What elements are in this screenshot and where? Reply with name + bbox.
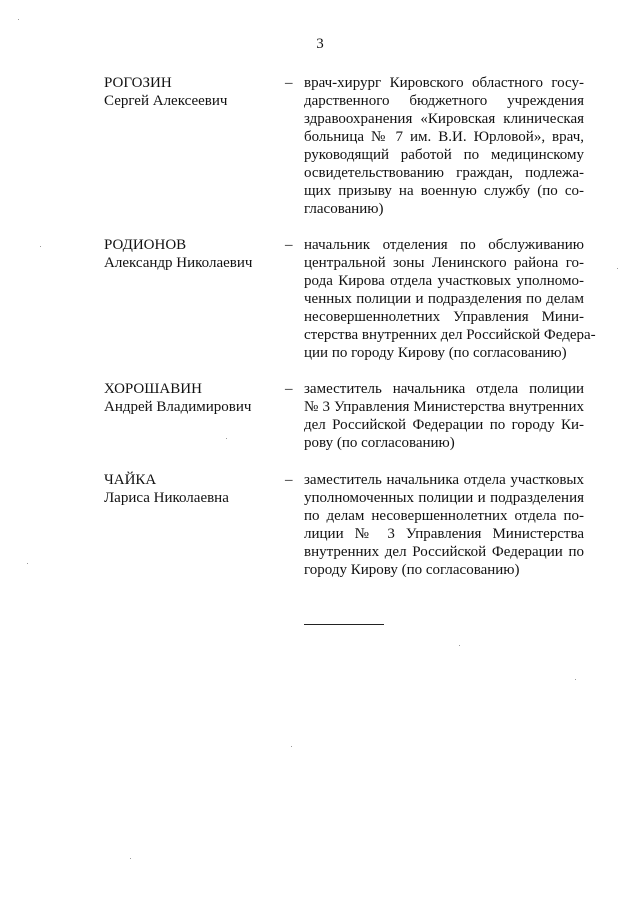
- end-of-list-rule: [304, 624, 384, 625]
- member-position: [304, 236, 596, 362]
- position-line: дел Российской Федерации по городу Ки-: [304, 417, 584, 433]
- scan-speck: [291, 746, 292, 747]
- member-surname: ХОРОШАВИН: [104, 381, 202, 397]
- member-name: [104, 380, 284, 416]
- position-line: центральной зоны Ленинского района го-: [304, 255, 584, 271]
- entry-dash: –: [285, 472, 293, 488]
- member-position: [304, 380, 584, 452]
- position-line: № 3 Управления Министерства внутренних: [304, 399, 584, 415]
- member-name: [104, 236, 284, 272]
- position-line: врач-хирург Кировского областного госу-: [304, 75, 584, 91]
- position-line: уполномоченных полиции и подразделения: [304, 490, 584, 506]
- member-given-name: Андрей Владимирович: [104, 399, 252, 415]
- member-name: [104, 74, 284, 110]
- entry-dash: –: [285, 75, 293, 91]
- position-line: лиции № 3 Управления Министерства: [304, 526, 584, 542]
- member-surname: РОДИОНОВ: [104, 237, 187, 253]
- position-line: дарственного бюджетного учреждения: [304, 93, 584, 109]
- member-position: [304, 471, 584, 579]
- position-line: здравоохранения «Кировская клиническая: [304, 111, 584, 127]
- page-number: 3: [316, 36, 324, 52]
- position-line: городу Кирову (по согласованию): [304, 562, 520, 578]
- scan-speck: [27, 563, 28, 564]
- scan-speck: [18, 19, 19, 20]
- position-line: заместитель начальника отдела участковых: [304, 472, 584, 488]
- member-surname: ЧАЙКА: [104, 472, 157, 488]
- member-given-name: Сергей Алексеевич: [104, 93, 228, 109]
- position-line: ции по городу Кирову (по согласованию): [304, 345, 567, 361]
- position-line: рову (по согласованию): [304, 435, 455, 451]
- scan-speck: [226, 438, 227, 439]
- member-given-name: Лариса Николаевна: [104, 490, 229, 506]
- entry-dash: –: [285, 381, 293, 397]
- position-line: по делам несовершеннолетних отдела по-: [304, 508, 584, 524]
- position-line: стерства внутренних дел Российской Федера-: [304, 327, 596, 343]
- member-surname: РОГОЗИН: [104, 75, 172, 91]
- position-line: заместитель начальника отдела полиции: [304, 381, 584, 397]
- position-line: больница № 7 им. В.И. Юрловой», врач,: [304, 129, 584, 145]
- position-line: щих призыву на военную службу (по со-: [304, 183, 584, 199]
- position-line: ченных полиции и подразделения по делам: [304, 291, 584, 307]
- scan-speck: [40, 246, 41, 247]
- position-line: внутренних дел Российской Федерации по: [304, 544, 584, 560]
- position-line: рода Кирова отдела участковых уполномо-: [304, 273, 584, 289]
- member-name: [104, 471, 284, 507]
- position-line: начальник отделения по обслуживанию: [304, 237, 584, 253]
- position-line: гласованию): [304, 201, 384, 217]
- scan-speck: [575, 679, 576, 680]
- position-line: несовершеннолетних Управления Мини-: [304, 309, 584, 325]
- member-given-name: Александр Николаевич: [104, 255, 253, 271]
- position-line: освидетельствованию граждан, подлежа-: [304, 165, 584, 181]
- position-line: руководящий работой по медицинскому: [304, 147, 584, 163]
- scan-speck: [617, 268, 618, 269]
- scan-speck: [130, 858, 131, 859]
- scan-speck: [459, 645, 460, 646]
- entry-dash: –: [285, 237, 293, 253]
- member-position: [304, 74, 584, 218]
